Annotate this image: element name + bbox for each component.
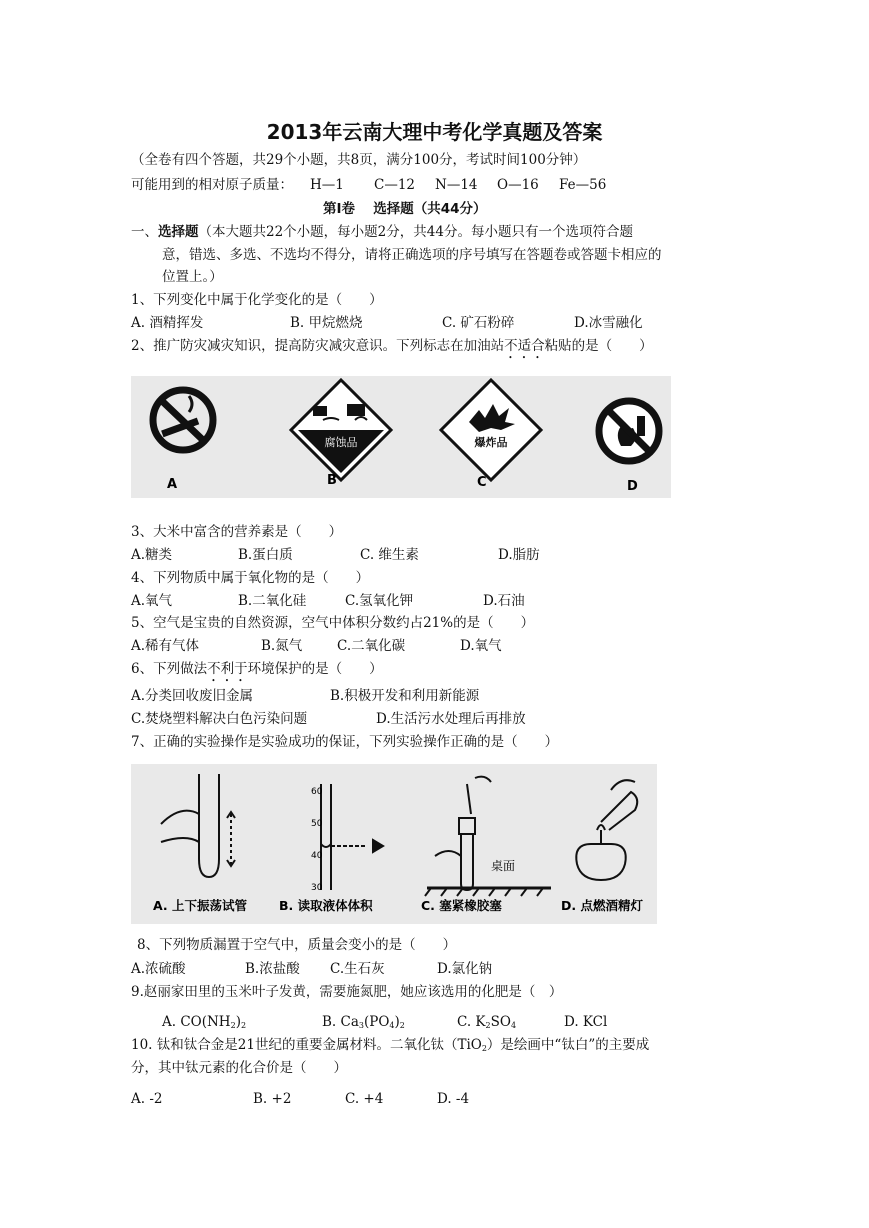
q6-option-c: C.焚烧塑料解决白色污染问题 bbox=[131, 711, 308, 727]
q5-option-d: D.氧气 bbox=[460, 638, 502, 654]
section1-name: 选择题 bbox=[158, 224, 199, 240]
q6-stem bbox=[131, 660, 383, 685]
q2-stem-post: 粘贴的是（ ） bbox=[544, 338, 653, 354]
q4-option-b: B.二氧化硅 bbox=[238, 593, 307, 609]
q1-option-b: B. 甲烷燃烧 bbox=[290, 315, 363, 331]
atomic-mass-label: 可能用到的相对原子质量： bbox=[131, 177, 293, 193]
q9-option-d: D. KCl bbox=[564, 1014, 608, 1030]
q8-option-b: B.浓盐酸 bbox=[245, 961, 300, 977]
tick-30: 30 bbox=[311, 883, 323, 893]
q10-stem-line1 bbox=[131, 1036, 649, 1058]
q3-option-d: D.脂肪 bbox=[498, 547, 540, 563]
intro-text: （全卷有四个答题，共29个小题，共8页，满分100分，考试时间100分钟） bbox=[131, 152, 587, 168]
q9-option-c: C. $K_2SO_4$ bbox=[457, 1014, 517, 1030]
lab-operations-figure bbox=[131, 764, 657, 924]
sign-label-b: B bbox=[327, 473, 337, 488]
q2-stem bbox=[131, 337, 653, 362]
q6-option-a: A.分类回收废旧金属 bbox=[131, 688, 254, 704]
q10-stem-sub: 2 bbox=[481, 1044, 487, 1053]
atomic-mass-n: N—14 bbox=[435, 177, 478, 193]
caption-a: A. 上下振荡试管 bbox=[153, 898, 248, 913]
section1-desc-3: 位置上。） bbox=[162, 269, 223, 285]
q1-option-a: A. 酒精挥发 bbox=[131, 315, 204, 331]
q6-stem-pre: 6、下列做法 bbox=[131, 661, 208, 677]
sign-label-d: D bbox=[627, 479, 638, 494]
caption-b: B. 读取液体体积 bbox=[279, 898, 373, 913]
safety-signs-svg bbox=[131, 376, 671, 498]
q8-option-a: A.浓硫酸 bbox=[131, 961, 186, 977]
safety-signs-figure bbox=[131, 376, 671, 498]
q3-option-c: C. 维生素 bbox=[360, 547, 419, 563]
atomic-mass-o: O—16 bbox=[497, 177, 539, 193]
corrosive-icon bbox=[291, 380, 391, 480]
q3-option-b: B.蛋白质 bbox=[238, 547, 293, 563]
q6-option-b: B.积极开发和利用新能源 bbox=[330, 688, 480, 704]
corrosive-text: 腐蚀品 bbox=[324, 436, 358, 449]
tick-50: 50 bbox=[311, 819, 323, 829]
section1-desc-2: 意，错选、多选、不选均不得分，请将正确选项的序号填写在答题卷或答题卡相应的 bbox=[162, 247, 662, 263]
q4-option-c: C.氢氧化钾 bbox=[345, 593, 414, 609]
alcohol-lamp-icon bbox=[576, 780, 637, 880]
q6-stem-emphasis: 不利于 bbox=[207, 661, 248, 677]
q10-option-d: D. -4 bbox=[437, 1091, 470, 1107]
q2-stem-emphasis: 不适合 bbox=[504, 338, 545, 354]
q8-stem: 8、下列物质漏置于空气中，质量会变小的是（ ） bbox=[137, 937, 457, 953]
q3-stem: 3、大米中富含的营养素是（ ） bbox=[131, 524, 343, 540]
q6-option-d: D.生活污水处理后再排放 bbox=[376, 711, 526, 727]
no-smoking-icon bbox=[153, 390, 213, 450]
q3-option-a: A.糖类 bbox=[131, 547, 173, 563]
q1-stem: 1、下列变化中属于化学变化的是（ ） bbox=[131, 292, 383, 308]
caption-d: D. 点燃酒精灯 bbox=[561, 898, 643, 913]
section1-prefix: 一、 bbox=[131, 224, 158, 240]
q10-stem-line2: 分，其中钛元素的化合价是（ ） bbox=[131, 1060, 347, 1076]
q1-option-d: D.冰雪融化 bbox=[574, 315, 643, 331]
q5-option-a: A.稀有气体 bbox=[131, 638, 200, 654]
q9-option-a: A. $CO(NH_2)_2$ bbox=[162, 1014, 247, 1030]
q4-option-d: D.石油 bbox=[483, 593, 525, 609]
q10-stem-pre: 10. 钛和钛合金是21世纪的重要金属材料。二氧化钛（TiO bbox=[131, 1037, 482, 1053]
sign-label-a: A bbox=[167, 477, 178, 492]
desk-label: 桌面 bbox=[491, 859, 516, 873]
q10-option-a: A. -2 bbox=[131, 1091, 163, 1107]
atomic-mass-c: C—12 bbox=[374, 177, 416, 193]
explosive-icon bbox=[441, 380, 541, 480]
q10-option-c: C. +4 bbox=[345, 1091, 384, 1107]
atomic-mass-h: H—1 bbox=[310, 177, 344, 193]
q10-stem-post: ）是绘画中“钛白”的主要成 bbox=[486, 1037, 650, 1053]
part1-heading: 第Ⅰ卷 选择题（共44分） bbox=[323, 201, 487, 217]
q4-option-a: A.氧气 bbox=[131, 593, 173, 609]
q8-option-d: D.氯化钠 bbox=[437, 961, 493, 977]
q9-option-b: B. $Ca_3(PO_4)_2$ bbox=[322, 1014, 405, 1030]
lab-operations-svg bbox=[131, 764, 657, 924]
no-open-flame-icon bbox=[599, 401, 659, 461]
tick-40: 40 bbox=[311, 851, 323, 861]
atomic-mass-fe: Fe—56 bbox=[559, 177, 607, 193]
page-title: 2013年云南大理中考化学真题及答案 bbox=[266, 120, 603, 144]
q9-stem: 9.赵丽家田里的玉米叶子发黄，需要施氮肥，她应该选用的化肥是（ ） bbox=[131, 984, 563, 1000]
sign-label-c: C bbox=[477, 475, 487, 490]
tick-60: 60 bbox=[311, 787, 323, 797]
q6-stem-post: 环境保护的是（ ） bbox=[247, 661, 383, 677]
caption-c: C. 塞紧橡胶塞 bbox=[421, 898, 502, 913]
test-tube-shaking-icon bbox=[161, 774, 235, 877]
graduated-cylinder-icon bbox=[321, 784, 383, 890]
q4-stem: 4、下列物质中属于氧化物的是（ ） bbox=[131, 570, 370, 586]
q7-stem: 7、正确的实验操作是实验成功的保证，下列实验操作正确的是（ ） bbox=[131, 734, 559, 750]
q2-stem-pre: 2、推广防灾减灾知识，提高防灾减灾意识。下列标志在加油站 bbox=[131, 338, 505, 354]
q10-option-b: B. +2 bbox=[253, 1091, 292, 1107]
stopper-on-desk-icon bbox=[425, 777, 551, 896]
q5-stem: 5、空气是宝贵的自然资源，空气中体积分数约占21%的是（ ） bbox=[131, 615, 535, 631]
q5-option-b: B.氮气 bbox=[261, 638, 303, 654]
q8-option-c: C.生石灰 bbox=[330, 961, 385, 977]
section1-line1 bbox=[131, 223, 633, 241]
section1-desc-1: （本大题共22个小题，每小题2分，共44分。每小题只有一个选项符合题 bbox=[198, 224, 633, 240]
q5-option-c: C.二氧化碳 bbox=[337, 638, 406, 654]
q1-option-c: C. 矿石粉碎 bbox=[442, 315, 515, 331]
explosive-text: 爆炸品 bbox=[474, 436, 508, 449]
